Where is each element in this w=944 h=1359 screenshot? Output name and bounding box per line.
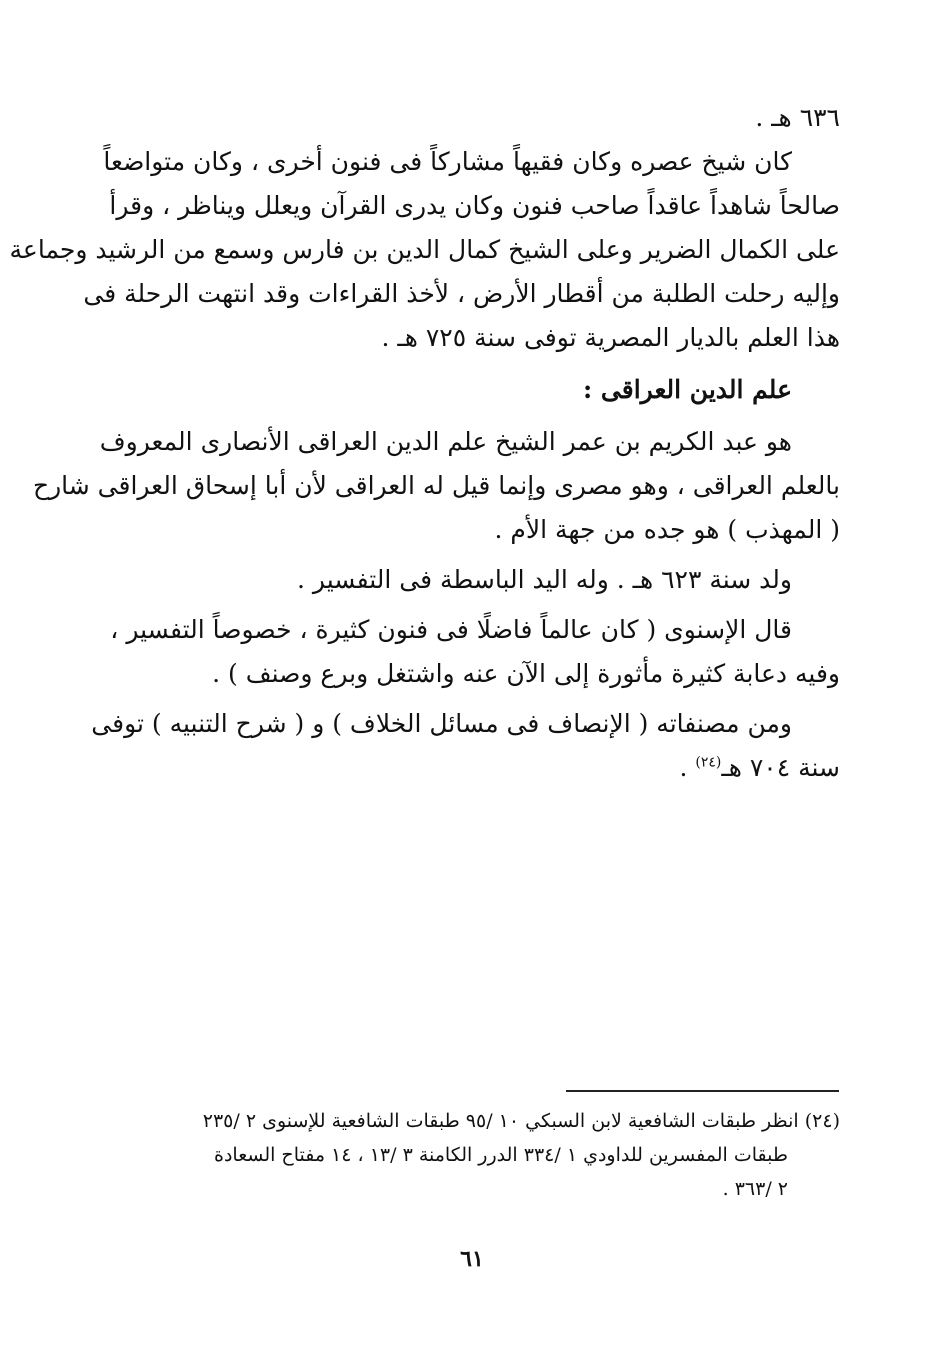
text-line <box>160 746 840 790</box>
paragraph-quote <box>110 608 840 696</box>
text-line: ( المهذب ) هو جده من جهة الأم . <box>494 515 840 544</box>
death-year-text: سنة ٧٠٤ هـ <box>721 753 840 782</box>
text-line: صالحاً شاهداً عاقداً صاحب فنون وكان يدرى القرآن ويعلل ويناظر ، وقرأ <box>109 191 840 220</box>
page-number: ٦١ <box>460 1246 484 1272</box>
text-line: ٦٣٦ هـ . <box>755 103 840 132</box>
footnote-line: طبقات المفسرين للداودي ١ /٣٣٤ الدرر الكامنة ٣ /١٣ ، ١٤ مفتاح السعادة <box>214 1144 788 1166</box>
footnote-line: ٢ /٣٦٣ . <box>722 1178 788 1200</box>
footnote-line: (٢٤) انظر طبقات الشافعية لابن السبكي ١٠ /٩٥ طبقات الشافعية للإسنوى ٢ /٢٣٥ <box>202 1110 840 1132</box>
text-line: ومن مصنفاته ( الإنصاف فى مسائل الخلاف ) و ( شرح التنبيه ) توفى <box>91 709 792 738</box>
text-line: هو عبد الكريم بن عمر الشيخ علم الدين العراقى الأنصارى المعروف <box>99 427 792 456</box>
paragraph-birth <box>160 558 840 602</box>
section-heading: علم الدين العراقى : <box>583 375 792 404</box>
text-line: على الكمال الضرير وعلى الشيخ كمال الدين بن فارس وسمع من الرشيد وجماعة <box>9 235 840 264</box>
footnote-reference[interactable]: (٢٤) <box>695 754 722 771</box>
sentence-end: . <box>679 753 696 782</box>
paragraph-works <box>91 702 840 790</box>
text-line: وإليه رحلت الطلبة من أقطار الأرض ، لأخذ القراءات وقد انتهت الرحلة فى <box>83 279 840 308</box>
footnotes <box>160 1104 840 1206</box>
main-text <box>9 96 840 790</box>
text-line: كان شيخ عصره وكان فقيهاً مشاركاً فى فنون أخرى ، وكان متواضعاً <box>103 147 792 176</box>
paragraph-identity <box>32 420 840 552</box>
footnote-separator <box>566 1090 839 1092</box>
text-line: وفيه دعابة كثيرة مأثورة إلى الآن عنه واشتغل وبرع وصنف ) . <box>212 659 840 688</box>
text-line: هذا العلم بالديار المصرية توفى سنة ٧٢٥ هـ . <box>381 323 840 352</box>
paragraph-biography <box>9 140 840 360</box>
header-line <box>160 96 840 140</box>
text-line: ولد سنة ٦٢٣ هـ . وله اليد الباسطة فى التفسير . <box>297 565 792 594</box>
text-line: بالعلم العراقى ، وهو مصرى وإنما قيل له العراقى لأن أبا إسحاق العراقى شارح <box>32 471 840 500</box>
text-line: قال الإسنوى ( كان عالماً فاضلًا فى فنون كثيرة ، خصوصاً التفسير ، <box>110 615 792 644</box>
